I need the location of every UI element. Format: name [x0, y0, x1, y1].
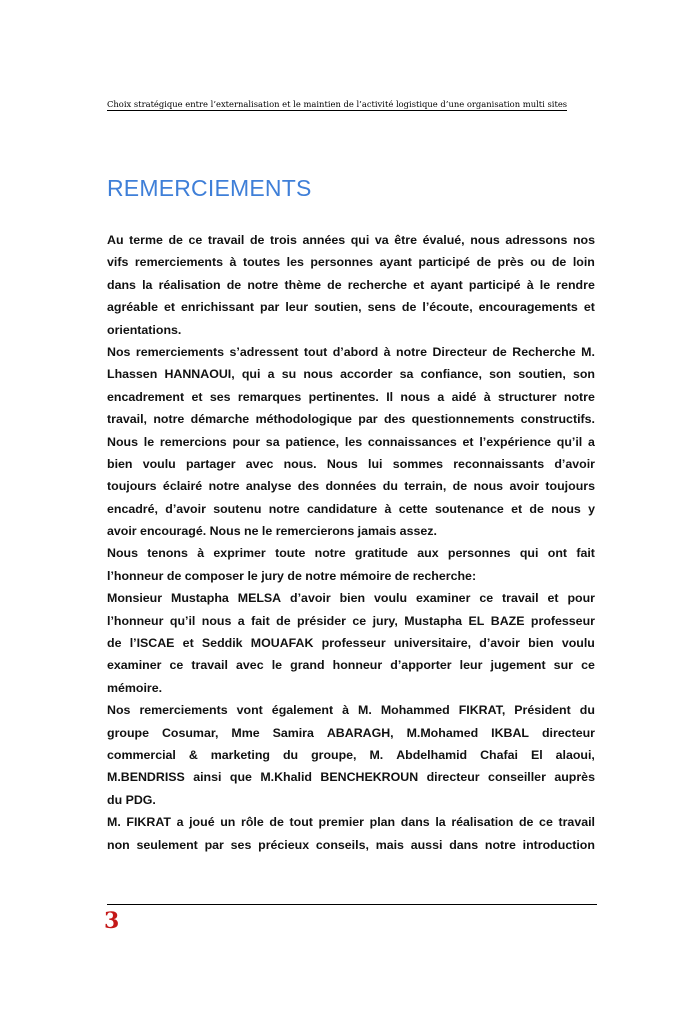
body-line: Nous le remercions pour sa patience, les connaissances et l’expérience qu’il a	[107, 434, 595, 449]
body-line: l’honneur qu’il nous a fait de présider ce jury, Mustapha EL BAZE professeur	[107, 613, 595, 628]
body-line: mémoire.	[107, 680, 163, 695]
page-number: 3	[104, 908, 120, 934]
body-line: l’honneur de composer le jury de notre mémoire de recherche:	[107, 568, 477, 583]
body-text	[107, 229, 595, 856]
body-line: encadré, d’avoir soutenu notre candidature à cette soutenance et de nous y	[107, 501, 595, 516]
body-line: M. FIKRAT a joué un rôle de tout premier plan dans la réalisation de ce travail	[107, 815, 595, 830]
running-header: Choix stratégique entre l’externalisation et le maintien de l’activité logistique d’une organisation multi sites	[107, 99, 568, 109]
body-line: Monsieur Mustapha MELSA d’avoir bien voulu examiner ce travail et pour	[107, 591, 595, 606]
footer-divider	[107, 904, 597, 905]
body-line: non seulement par ses précieux conseils, mais aussi dans notre introduction	[107, 837, 595, 852]
body-line: Nos remerciements s’adressent tout d’abord à notre Directeur de Recherche M.	[107, 344, 595, 359]
body-line: commercial & marketing du groupe, M. Abdelhamid Chafai El alaoui,	[107, 747, 595, 762]
body-line: de l’ISCAE et Seddik MOUAFAK professeur universitaire, d’avoir bien voulu	[107, 636, 595, 651]
body-line: bien voulu partager avec nous. Nous lui sommes reconnaissants d’avoir	[107, 456, 595, 471]
body-line: avoir encouragé. Nous ne le remercierons jamais assez.	[107, 524, 437, 539]
body-line: M.BENDRISS ainsi que M.Khalid BENCHEKROUN directeur conseiller auprès	[107, 770, 595, 785]
body-line: vifs remerciements à toutes les personnes ayant participé de près ou de loin	[107, 255, 595, 270]
body-line: agréable et enrichissant par leur soutien, sens de l’écoute, encouragements et	[107, 300, 595, 315]
body-line: Nous tenons à exprimer toute notre gratitude aux personnes qui ont fait	[107, 546, 595, 561]
body-line: Lhassen HANNAOUI, qui a su nous accorder sa confiance, son soutien, son	[107, 367, 595, 382]
body-line: travail, notre démarche méthodologique par des questionnements constructifs.	[107, 412, 595, 427]
body-line: examiner ce travail avec le grand honneur d’apporter leur jugement sur ce	[107, 658, 595, 673]
body-line: toujours éclairé notre analyse des données du terrain, de nous avoir toujours	[107, 479, 595, 494]
body-line: orientations.	[107, 322, 182, 337]
body-line: groupe Cosumar, Mme Samira ABARAGH, M.Mohamed IKBAL directeur	[107, 725, 595, 740]
section-title: REMERCIEMENTS	[107, 175, 312, 201]
body-line: dans la réalisation de notre thème de recherche et ayant participé à le rendre	[107, 277, 595, 292]
body-line: encadrement et ses remarques pertinentes. Il nous a aidé à structurer notre	[107, 389, 595, 404]
body-line: Nos remerciements vont également à M. Mohammed FIKRAT, Président du	[107, 703, 595, 718]
body-line: Au terme de ce travail de trois années qui va être évalué, nous adressons nos	[107, 233, 595, 247]
body-line: du PDG.	[107, 792, 156, 807]
